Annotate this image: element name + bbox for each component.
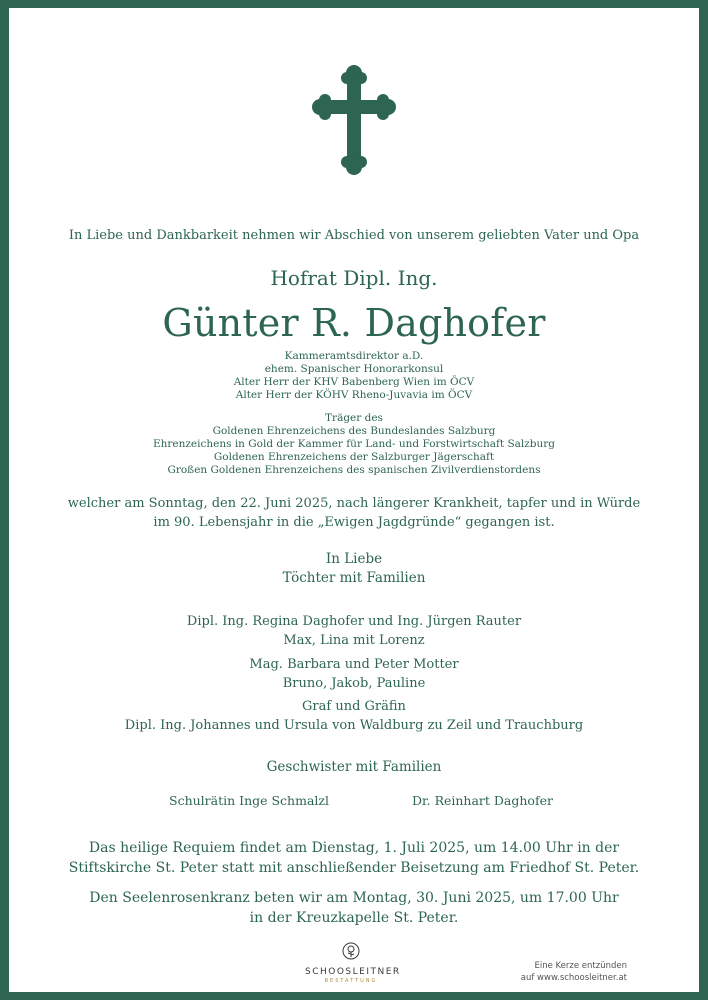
deceased-name: Günter R. Daghofer (162, 301, 546, 345)
candle-link[interactable] (521, 960, 627, 984)
requiem-line: Das heilige Requiem findet am Dienstag, 1. Juli 2025, um 14.00 Uhr in der (88, 840, 620, 856)
award-line: Großen Goldenen Ehrenzeichens des spanischen Zivilverdienstordens (167, 464, 541, 476)
siblings-heading: Geschwister mit Familien (266, 759, 442, 775)
family-group (9, 655, 699, 693)
love-line: Töchter mit Familien (282, 570, 426, 586)
family-group (9, 697, 699, 735)
death-line: im 90. Lebensjahr in die „Ewigen Jagdgründe“ gegangen ist. (153, 515, 555, 530)
cross-icon (312, 64, 396, 176)
family-line: Dipl. Ing. Johannes und Ursula von Waldburg zu Zeil und Trauchburg (124, 718, 584, 733)
rosary-line: Den Seelenrosenkranz beten wir am Montag, 30. Juni 2025, um 17.00 Uhr (89, 890, 619, 906)
death-notice (9, 494, 699, 532)
rosary-line: in der Kreuzkapelle St. Peter. (249, 910, 459, 926)
title-line: Alter Herr der KHV Babenberg Wien im ÖCV (233, 376, 475, 388)
logo-subtitle: BESTATTUNG (324, 978, 378, 984)
family-line: Mag. Barbara und Peter Motter (249, 657, 459, 672)
love-line: In Liebe (325, 551, 383, 567)
family-line: Bruno, Jakob, Pauline (282, 676, 426, 691)
requiem-notice (9, 838, 699, 878)
award-line: Ehrenzeichens in Gold der Kammer für Land- und Forstwirtschaft Salzburg (152, 438, 556, 450)
title-line: Kammeramtsdirektor a.D. (284, 350, 424, 362)
logo-name: SCHOOSLEITNER (305, 967, 401, 977)
titles-block (9, 350, 699, 402)
awards-block (9, 412, 699, 477)
family-group (9, 612, 699, 650)
title-line: ehem. Spanischer Honorarkonsul (264, 363, 444, 375)
rose-icon (342, 942, 360, 960)
family-line: Graf und Gräfin (302, 699, 406, 714)
sibling-name: Dr. Reinhart Daghofer (412, 793, 553, 808)
sibling-name: Schulrätin Inge Schmalzl (169, 793, 329, 808)
requiem-line: Stiftskirche St. Peter statt mit anschließender Beisetzung am Friedhof St. Peter. (68, 860, 640, 876)
award-line: Goldenen Ehrenzeichens der Salzburger Jägerschaft (213, 451, 495, 463)
candle-line: Eine Kerze entzünden (534, 961, 627, 971)
honorific-title: Hofrat Dipl. Ing. (270, 266, 438, 290)
award-line: Träger des (325, 412, 383, 424)
family-line: Max, Lina mit Lorenz (283, 633, 425, 648)
family-line: Dipl. Ing. Regina Daghofer und Ing. Jürgen Rauter (186, 614, 522, 629)
death-line: welcher am Sonntag, den 22. Juni 2025, nach längerer Krankheit, tapfer und in Würde (67, 496, 641, 511)
mourners-heading (9, 550, 699, 588)
title-line: Alter Herr der KÖHV Rheno-Juvavia im ÖCV (235, 389, 473, 401)
intro-text: In Liebe und Dankbarkeit nehmen wir Abschied von unserem geliebten Vater und Opa (68, 228, 640, 243)
obituary-card (9, 8, 699, 992)
candle-url[interactable]: auf www.schoosleitner.at (520, 973, 627, 983)
award-line: Goldenen Ehrenzeichens des Bundeslandes Salzburg (212, 425, 496, 437)
funeral-home-logo (305, 942, 401, 984)
rosary-notice (9, 888, 699, 928)
